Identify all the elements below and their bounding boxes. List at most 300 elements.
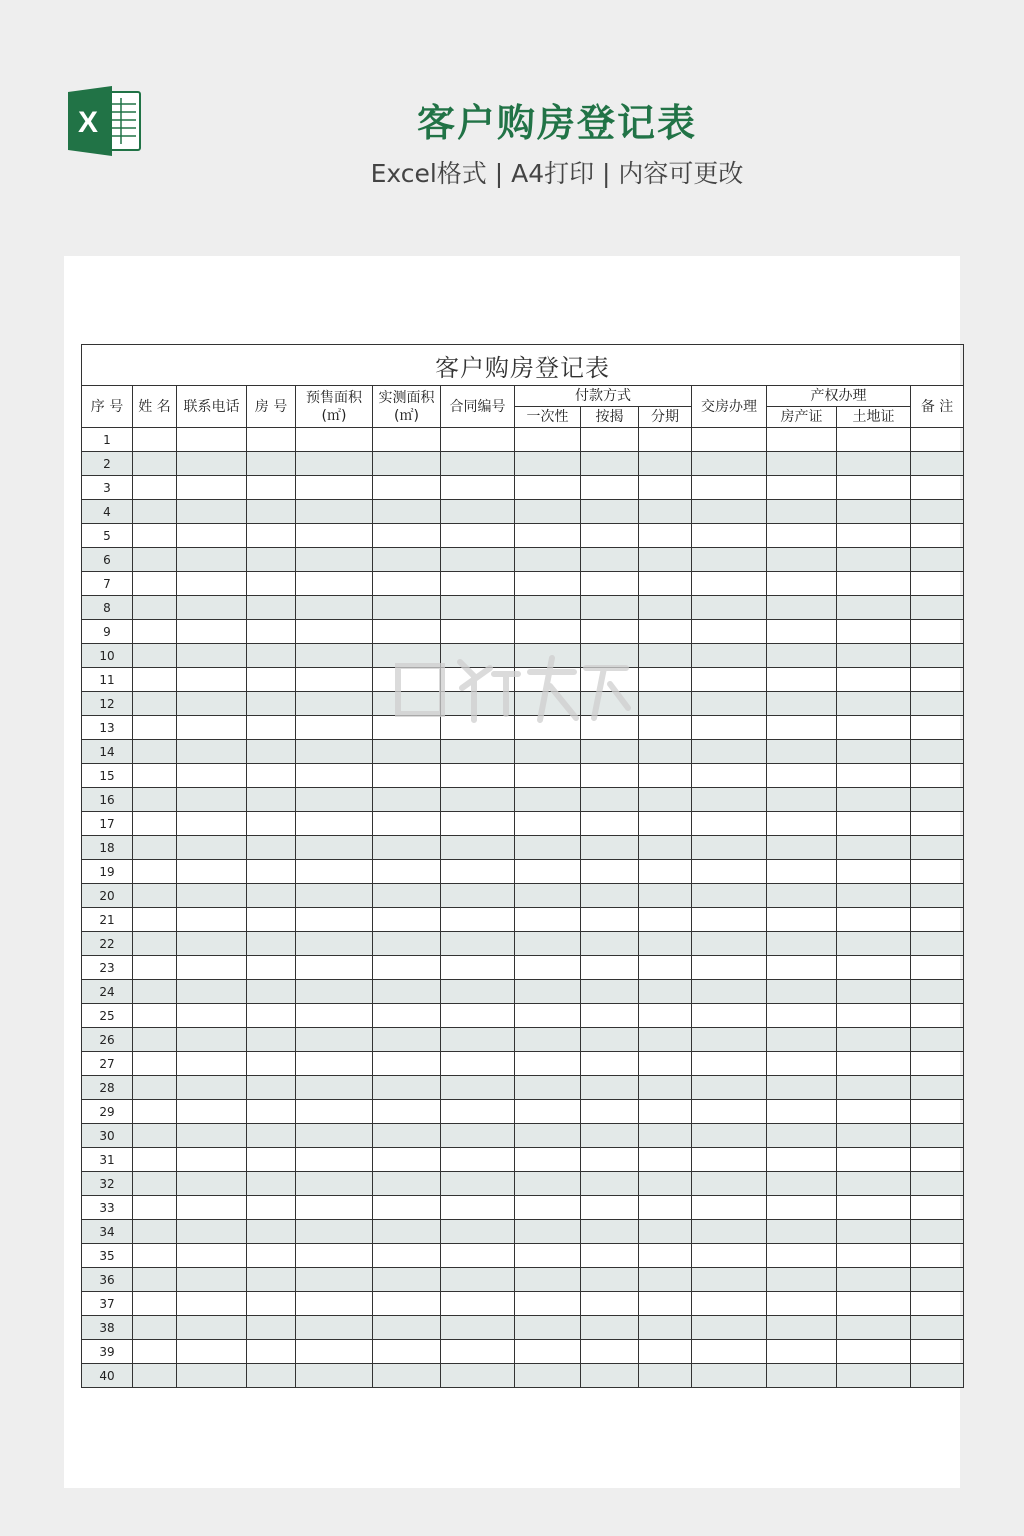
payment-mortgage-cell[interactable]: [581, 668, 639, 692]
property-cert-cell[interactable]: [767, 1172, 837, 1196]
room-cell[interactable]: [247, 716, 296, 740]
payment-mortgage-cell[interactable]: [581, 740, 639, 764]
room-cell[interactable]: [247, 1244, 296, 1268]
remarks-cell[interactable]: [911, 1292, 964, 1316]
land-cert-cell[interactable]: [837, 476, 911, 500]
room-cell[interactable]: [247, 1316, 296, 1340]
measured-area-cell[interactable]: [373, 1364, 441, 1388]
remarks-cell[interactable]: [911, 908, 964, 932]
property-cert-cell[interactable]: [767, 644, 837, 668]
property-cert-cell[interactable]: [767, 908, 837, 932]
room-cell[interactable]: [247, 1268, 296, 1292]
measured-area-cell[interactable]: [373, 644, 441, 668]
handover-cell[interactable]: [692, 572, 767, 596]
payment-mortgage-cell[interactable]: [581, 692, 639, 716]
contract-no-cell[interactable]: [441, 764, 515, 788]
payment-once-cell[interactable]: [515, 1268, 581, 1292]
payment-once-cell[interactable]: [515, 740, 581, 764]
room-cell[interactable]: [247, 1172, 296, 1196]
presale-area-cell[interactable]: [296, 596, 373, 620]
measured-area-cell[interactable]: [373, 500, 441, 524]
handover-cell[interactable]: [692, 1244, 767, 1268]
property-cert-cell[interactable]: [767, 740, 837, 764]
room-cell[interactable]: [247, 668, 296, 692]
measured-area-cell[interactable]: [373, 524, 441, 548]
measured-area-cell[interactable]: [373, 716, 441, 740]
payment-mortgage-cell[interactable]: [581, 980, 639, 1004]
remarks-cell[interactable]: [911, 788, 964, 812]
payment-mortgage-cell[interactable]: [581, 1292, 639, 1316]
remarks-cell[interactable]: [911, 1268, 964, 1292]
payment-once-cell[interactable]: [515, 1196, 581, 1220]
handover-cell[interactable]: [692, 1100, 767, 1124]
handover-cell[interactable]: [692, 500, 767, 524]
payment-installment-cell[interactable]: [639, 572, 692, 596]
payment-mortgage-cell[interactable]: [581, 1076, 639, 1100]
room-cell[interactable]: [247, 908, 296, 932]
room-cell[interactable]: [247, 620, 296, 644]
name-cell[interactable]: [133, 524, 177, 548]
payment-once-cell[interactable]: [515, 884, 581, 908]
land-cert-cell[interactable]: [837, 1028, 911, 1052]
contract-no-cell[interactable]: [441, 1028, 515, 1052]
measured-area-cell[interactable]: [373, 860, 441, 884]
name-cell[interactable]: [133, 668, 177, 692]
payment-installment-cell[interactable]: [639, 644, 692, 668]
presale-area-cell[interactable]: [296, 764, 373, 788]
measured-area-cell[interactable]: [373, 1052, 441, 1076]
land-cert-cell[interactable]: [837, 1076, 911, 1100]
handover-cell[interactable]: [692, 1148, 767, 1172]
payment-mortgage-cell[interactable]: [581, 596, 639, 620]
payment-mortgage-cell[interactable]: [581, 1004, 639, 1028]
payment-installment-cell[interactable]: [639, 1172, 692, 1196]
measured-area-cell[interactable]: [373, 1196, 441, 1220]
payment-once-cell[interactable]: [515, 932, 581, 956]
payment-installment-cell[interactable]: [639, 860, 692, 884]
payment-once-cell[interactable]: [515, 1100, 581, 1124]
remarks-cell[interactable]: [911, 980, 964, 1004]
handover-cell[interactable]: [692, 956, 767, 980]
payment-once-cell[interactable]: [515, 716, 581, 740]
measured-area-cell[interactable]: [373, 548, 441, 572]
land-cert-cell[interactable]: [837, 500, 911, 524]
remarks-cell[interactable]: [911, 1028, 964, 1052]
land-cert-cell[interactable]: [837, 884, 911, 908]
payment-once-cell[interactable]: [515, 980, 581, 1004]
payment-once-cell[interactable]: [515, 668, 581, 692]
contract-no-cell[interactable]: [441, 1076, 515, 1100]
measured-area-cell[interactable]: [373, 668, 441, 692]
land-cert-cell[interactable]: [837, 908, 911, 932]
payment-once-cell[interactable]: [515, 1028, 581, 1052]
phone-cell[interactable]: [177, 1148, 247, 1172]
presale-area-cell[interactable]: [296, 908, 373, 932]
phone-cell[interactable]: [177, 1364, 247, 1388]
phone-cell[interactable]: [177, 500, 247, 524]
payment-installment-cell[interactable]: [639, 716, 692, 740]
contract-no-cell[interactable]: [441, 716, 515, 740]
measured-area-cell[interactable]: [373, 428, 441, 452]
remarks-cell[interactable]: [911, 884, 964, 908]
payment-installment-cell[interactable]: [639, 884, 692, 908]
remarks-cell[interactable]: [911, 932, 964, 956]
land-cert-cell[interactable]: [837, 860, 911, 884]
payment-mortgage-cell[interactable]: [581, 1148, 639, 1172]
property-cert-cell[interactable]: [767, 932, 837, 956]
handover-cell[interactable]: [692, 1340, 767, 1364]
payment-once-cell[interactable]: [515, 524, 581, 548]
payment-once-cell[interactable]: [515, 428, 581, 452]
presale-area-cell[interactable]: [296, 428, 373, 452]
payment-once-cell[interactable]: [515, 836, 581, 860]
contract-no-cell[interactable]: [441, 1148, 515, 1172]
land-cert-cell[interactable]: [837, 1148, 911, 1172]
land-cert-cell[interactable]: [837, 1268, 911, 1292]
remarks-cell[interactable]: [911, 1052, 964, 1076]
payment-installment-cell[interactable]: [639, 1100, 692, 1124]
name-cell[interactable]: [133, 476, 177, 500]
payment-once-cell[interactable]: [515, 572, 581, 596]
remarks-cell[interactable]: [911, 812, 964, 836]
room-cell[interactable]: [247, 1028, 296, 1052]
remarks-cell[interactable]: [911, 1004, 964, 1028]
property-cert-cell[interactable]: [767, 1220, 837, 1244]
presale-area-cell[interactable]: [296, 572, 373, 596]
presale-area-cell[interactable]: [296, 1364, 373, 1388]
property-cert-cell[interactable]: [767, 884, 837, 908]
name-cell[interactable]: [133, 716, 177, 740]
payment-mortgage-cell[interactable]: [581, 836, 639, 860]
room-cell[interactable]: [247, 1364, 296, 1388]
payment-installment-cell[interactable]: [639, 668, 692, 692]
name-cell[interactable]: [133, 884, 177, 908]
contract-no-cell[interactable]: [441, 476, 515, 500]
presale-area-cell[interactable]: [296, 812, 373, 836]
payment-installment-cell[interactable]: [639, 812, 692, 836]
contract-no-cell[interactable]: [441, 788, 515, 812]
room-cell[interactable]: [247, 860, 296, 884]
payment-installment-cell[interactable]: [639, 500, 692, 524]
contract-no-cell[interactable]: [441, 1364, 515, 1388]
handover-cell[interactable]: [692, 1052, 767, 1076]
remarks-cell[interactable]: [911, 1148, 964, 1172]
contract-no-cell[interactable]: [441, 1292, 515, 1316]
room-cell[interactable]: [247, 812, 296, 836]
phone-cell[interactable]: [177, 644, 247, 668]
phone-cell[interactable]: [177, 524, 247, 548]
remarks-cell[interactable]: [911, 836, 964, 860]
payment-mortgage-cell[interactable]: [581, 716, 639, 740]
remarks-cell[interactable]: [911, 860, 964, 884]
handover-cell[interactable]: [692, 596, 767, 620]
presale-area-cell[interactable]: [296, 644, 373, 668]
payment-mortgage-cell[interactable]: [581, 1316, 639, 1340]
phone-cell[interactable]: [177, 716, 247, 740]
payment-mortgage-cell[interactable]: [581, 476, 639, 500]
contract-no-cell[interactable]: [441, 1052, 515, 1076]
payment-installment-cell[interactable]: [639, 692, 692, 716]
measured-area-cell[interactable]: [373, 1268, 441, 1292]
presale-area-cell[interactable]: [296, 1172, 373, 1196]
phone-cell[interactable]: [177, 1340, 247, 1364]
payment-installment-cell[interactable]: [639, 1220, 692, 1244]
measured-area-cell[interactable]: [373, 764, 441, 788]
name-cell[interactable]: [133, 1292, 177, 1316]
payment-mortgage-cell[interactable]: [581, 1196, 639, 1220]
payment-installment-cell[interactable]: [639, 1052, 692, 1076]
name-cell[interactable]: [133, 500, 177, 524]
land-cert-cell[interactable]: [837, 1292, 911, 1316]
payment-mortgage-cell[interactable]: [581, 1052, 639, 1076]
payment-mortgage-cell[interactable]: [581, 1172, 639, 1196]
payment-once-cell[interactable]: [515, 548, 581, 572]
name-cell[interactable]: [133, 1316, 177, 1340]
property-cert-cell[interactable]: [767, 500, 837, 524]
room-cell[interactable]: [247, 884, 296, 908]
contract-no-cell[interactable]: [441, 1004, 515, 1028]
property-cert-cell[interactable]: [767, 620, 837, 644]
payment-mortgage-cell[interactable]: [581, 524, 639, 548]
measured-area-cell[interactable]: [373, 1004, 441, 1028]
land-cert-cell[interactable]: [837, 836, 911, 860]
contract-no-cell[interactable]: [441, 1268, 515, 1292]
payment-once-cell[interactable]: [515, 860, 581, 884]
payment-once-cell[interactable]: [515, 596, 581, 620]
property-cert-cell[interactable]: [767, 1196, 837, 1220]
name-cell[interactable]: [133, 1124, 177, 1148]
name-cell[interactable]: [133, 1340, 177, 1364]
land-cert-cell[interactable]: [837, 956, 911, 980]
property-cert-cell[interactable]: [767, 1124, 837, 1148]
name-cell[interactable]: [133, 956, 177, 980]
remarks-cell[interactable]: [911, 1244, 964, 1268]
payment-once-cell[interactable]: [515, 1340, 581, 1364]
payment-mortgage-cell[interactable]: [581, 1100, 639, 1124]
contract-no-cell[interactable]: [441, 572, 515, 596]
handover-cell[interactable]: [692, 740, 767, 764]
room-cell[interactable]: [247, 644, 296, 668]
remarks-cell[interactable]: [911, 620, 964, 644]
name-cell[interactable]: [133, 1364, 177, 1388]
phone-cell[interactable]: [177, 1268, 247, 1292]
measured-area-cell[interactable]: [373, 1172, 441, 1196]
handover-cell[interactable]: [692, 716, 767, 740]
name-cell[interactable]: [133, 1220, 177, 1244]
property-cert-cell[interactable]: [767, 1004, 837, 1028]
handover-cell[interactable]: [692, 1364, 767, 1388]
presale-area-cell[interactable]: [296, 1268, 373, 1292]
payment-installment-cell[interactable]: [639, 1148, 692, 1172]
room-cell[interactable]: [247, 452, 296, 476]
payment-installment-cell[interactable]: [639, 1004, 692, 1028]
handover-cell[interactable]: [692, 1268, 767, 1292]
contract-no-cell[interactable]: [441, 1220, 515, 1244]
presale-area-cell[interactable]: [296, 1004, 373, 1028]
measured-area-cell[interactable]: [373, 1028, 441, 1052]
handover-cell[interactable]: [692, 524, 767, 548]
property-cert-cell[interactable]: [767, 812, 837, 836]
name-cell[interactable]: [133, 1076, 177, 1100]
payment-installment-cell[interactable]: [639, 476, 692, 500]
payment-once-cell[interactable]: [515, 1364, 581, 1388]
measured-area-cell[interactable]: [373, 1340, 441, 1364]
name-cell[interactable]: [133, 548, 177, 572]
contract-no-cell[interactable]: [441, 692, 515, 716]
room-cell[interactable]: [247, 500, 296, 524]
name-cell[interactable]: [133, 1100, 177, 1124]
property-cert-cell[interactable]: [767, 956, 837, 980]
contract-no-cell[interactable]: [441, 1340, 515, 1364]
contract-no-cell[interactable]: [441, 1124, 515, 1148]
handover-cell[interactable]: [692, 860, 767, 884]
land-cert-cell[interactable]: [837, 620, 911, 644]
handover-cell[interactable]: [692, 884, 767, 908]
room-cell[interactable]: [247, 1220, 296, 1244]
contract-no-cell[interactable]: [441, 1316, 515, 1340]
room-cell[interactable]: [247, 956, 296, 980]
payment-once-cell[interactable]: [515, 692, 581, 716]
contract-no-cell[interactable]: [441, 548, 515, 572]
remarks-cell[interactable]: [911, 1364, 964, 1388]
presale-area-cell[interactable]: [296, 1028, 373, 1052]
payment-mortgage-cell[interactable]: [581, 1124, 639, 1148]
phone-cell[interactable]: [177, 1052, 247, 1076]
phone-cell[interactable]: [177, 668, 247, 692]
handover-cell[interactable]: [692, 668, 767, 692]
land-cert-cell[interactable]: [837, 572, 911, 596]
remarks-cell[interactable]: [911, 1076, 964, 1100]
room-cell[interactable]: [247, 596, 296, 620]
phone-cell[interactable]: [177, 932, 247, 956]
handover-cell[interactable]: [692, 1076, 767, 1100]
handover-cell[interactable]: [692, 620, 767, 644]
presale-area-cell[interactable]: [296, 884, 373, 908]
room-cell[interactable]: [247, 1052, 296, 1076]
property-cert-cell[interactable]: [767, 596, 837, 620]
room-cell[interactable]: [247, 932, 296, 956]
presale-area-cell[interactable]: [296, 524, 373, 548]
payment-installment-cell[interactable]: [639, 908, 692, 932]
phone-cell[interactable]: [177, 1316, 247, 1340]
phone-cell[interactable]: [177, 428, 247, 452]
handover-cell[interactable]: [692, 452, 767, 476]
payment-installment-cell[interactable]: [639, 1364, 692, 1388]
payment-mortgage-cell[interactable]: [581, 620, 639, 644]
payment-mortgage-cell[interactable]: [581, 1340, 639, 1364]
name-cell[interactable]: [133, 644, 177, 668]
name-cell[interactable]: [133, 980, 177, 1004]
measured-area-cell[interactable]: [373, 956, 441, 980]
payment-once-cell[interactable]: [515, 476, 581, 500]
remarks-cell[interactable]: [911, 716, 964, 740]
payment-installment-cell[interactable]: [639, 932, 692, 956]
phone-cell[interactable]: [177, 860, 247, 884]
remarks-cell[interactable]: [911, 692, 964, 716]
handover-cell[interactable]: [692, 548, 767, 572]
payment-mortgage-cell[interactable]: [581, 764, 639, 788]
room-cell[interactable]: [247, 1340, 296, 1364]
handover-cell[interactable]: [692, 1292, 767, 1316]
presale-area-cell[interactable]: [296, 716, 373, 740]
remarks-cell[interactable]: [911, 1196, 964, 1220]
land-cert-cell[interactable]: [837, 668, 911, 692]
property-cert-cell[interactable]: [767, 1292, 837, 1316]
land-cert-cell[interactable]: [837, 428, 911, 452]
phone-cell[interactable]: [177, 956, 247, 980]
room-cell[interactable]: [247, 788, 296, 812]
land-cert-cell[interactable]: [837, 1316, 911, 1340]
presale-area-cell[interactable]: [296, 452, 373, 476]
handover-cell[interactable]: [692, 1316, 767, 1340]
payment-mortgage-cell[interactable]: [581, 1028, 639, 1052]
contract-no-cell[interactable]: [441, 1244, 515, 1268]
property-cert-cell[interactable]: [767, 1076, 837, 1100]
phone-cell[interactable]: [177, 1244, 247, 1268]
handover-cell[interactable]: [692, 812, 767, 836]
presale-area-cell[interactable]: [296, 1244, 373, 1268]
payment-installment-cell[interactable]: [639, 764, 692, 788]
phone-cell[interactable]: [177, 452, 247, 476]
phone-cell[interactable]: [177, 1196, 247, 1220]
remarks-cell[interactable]: [911, 428, 964, 452]
payment-mortgage-cell[interactable]: [581, 1244, 639, 1268]
presale-area-cell[interactable]: [296, 932, 373, 956]
payment-mortgage-cell[interactable]: [581, 452, 639, 476]
payment-installment-cell[interactable]: [639, 980, 692, 1004]
contract-no-cell[interactable]: [441, 1100, 515, 1124]
presale-area-cell[interactable]: [296, 620, 373, 644]
handover-cell[interactable]: [692, 980, 767, 1004]
presale-area-cell[interactable]: [296, 476, 373, 500]
presale-area-cell[interactable]: [296, 1196, 373, 1220]
presale-area-cell[interactable]: [296, 788, 373, 812]
payment-once-cell[interactable]: [515, 452, 581, 476]
contract-no-cell[interactable]: [441, 812, 515, 836]
room-cell[interactable]: [247, 1292, 296, 1316]
measured-area-cell[interactable]: [373, 740, 441, 764]
presale-area-cell[interactable]: [296, 740, 373, 764]
phone-cell[interactable]: [177, 788, 247, 812]
payment-installment-cell[interactable]: [639, 956, 692, 980]
contract-no-cell[interactable]: [441, 668, 515, 692]
phone-cell[interactable]: [177, 884, 247, 908]
remarks-cell[interactable]: [911, 956, 964, 980]
room-cell[interactable]: [247, 836, 296, 860]
property-cert-cell[interactable]: [767, 572, 837, 596]
payment-mortgage-cell[interactable]: [581, 644, 639, 668]
remarks-cell[interactable]: [911, 740, 964, 764]
phone-cell[interactable]: [177, 764, 247, 788]
handover-cell[interactable]: [692, 1220, 767, 1244]
property-cert-cell[interactable]: [767, 764, 837, 788]
name-cell[interactable]: [133, 428, 177, 452]
contract-no-cell[interactable]: [441, 860, 515, 884]
payment-once-cell[interactable]: [515, 1004, 581, 1028]
payment-once-cell[interactable]: [515, 812, 581, 836]
name-cell[interactable]: [133, 1028, 177, 1052]
phone-cell[interactable]: [177, 1220, 247, 1244]
payment-installment-cell[interactable]: [639, 452, 692, 476]
property-cert-cell[interactable]: [767, 1268, 837, 1292]
property-cert-cell[interactable]: [767, 1364, 837, 1388]
name-cell[interactable]: [133, 812, 177, 836]
contract-no-cell[interactable]: [441, 620, 515, 644]
measured-area-cell[interactable]: [373, 1220, 441, 1244]
presale-area-cell[interactable]: [296, 956, 373, 980]
room-cell[interactable]: [247, 692, 296, 716]
land-cert-cell[interactable]: [837, 1124, 911, 1148]
